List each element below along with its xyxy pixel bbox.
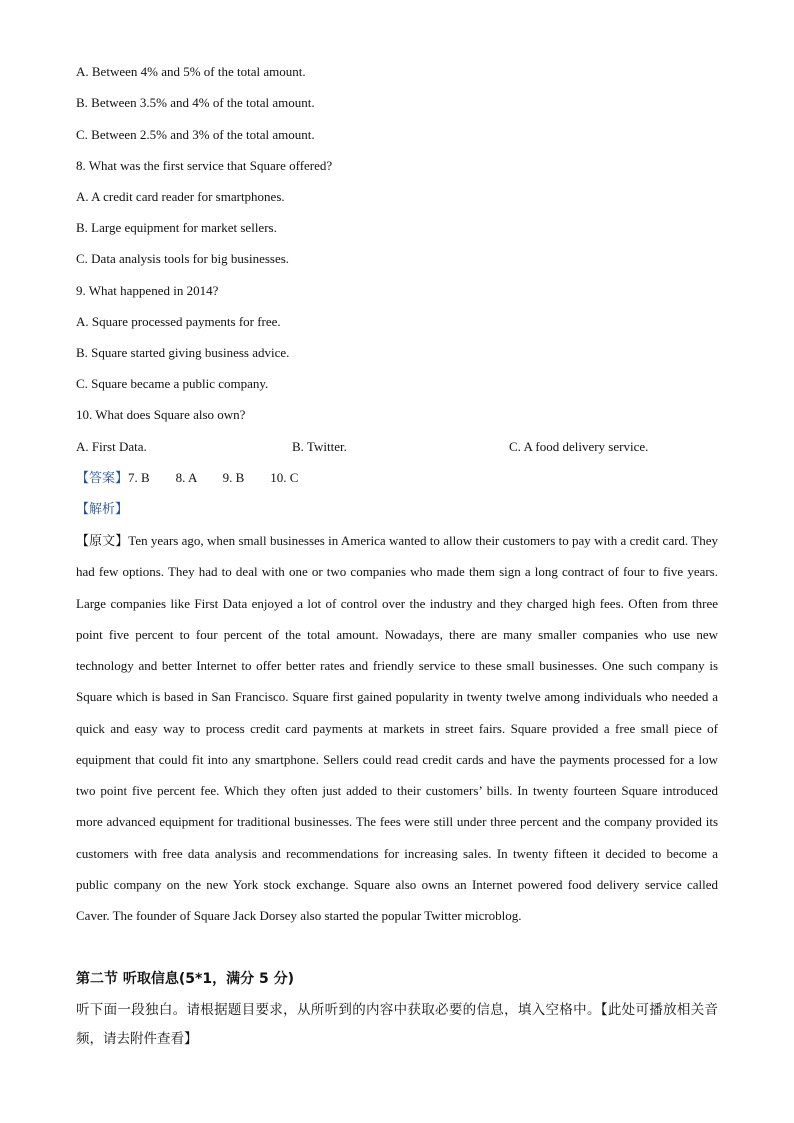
q10-option-c: C. A food delivery service. [509, 439, 649, 454]
q10-question: 10. What does Square also own? [76, 407, 246, 422]
transcript-label: 【原文】 [76, 533, 129, 548]
q10-option-a: A. First Data. [76, 439, 147, 454]
transcript-paragraph [76, 525, 718, 931]
q10-option-b: B. Twitter. [292, 439, 347, 454]
q8-question: 8. What was the first service that Square offered? [76, 158, 333, 173]
transcript-text: Ten years ago, when small businesses in America wanted to allow their customers to pay with a credit card. They had few options. They had to deal with one or two companies who made them sign a long contract of four to five years. Large companies like First Data enjoyed a lot of control over the industry and they charged high fees. Often from three point five percent to four percent of the total amount. Nowadays, there are many smaller companies who use new technology and better Internet to offer better rates and friendly service to these small businesses. One such company is Square which is based in San Francisco. Square first gained popularity in twenty twelve among individuals who needed a quick and easy way to process credit card payments at markets in street fairs. Square provided a free small piece of equipment that could fit into any smartphone. Sellers could read credit cards and have the payments processed for a low two point five percent fee. Which they often just added to their customers’ bills. In twenty fourteen Square introduced more advanced equipment for traditional businesses. The fees were still under three percent and the company provided its customers with free data analysis and recommendations for increasing sales. In twenty fifteen it decided to become a public company on the new York stock exchange. Square also owns an Internet powered food delivery service called Caver. The founder of Square Jack Dorsey also started the popular Twitter microblog. [76, 533, 718, 923]
section-heading: 第二节 听取信息(5*1，满分 5 分) [76, 971, 294, 987]
q9-question: 9. What happened in 2014? [76, 283, 219, 298]
q8-option-a: A. A credit card reader for smartphones. [76, 189, 285, 204]
q7-option-c: C. Between 2.5% and 3% of the total amount. [76, 127, 315, 142]
q7-option-b: B. Between 3.5% and 4% of the total amount. [76, 95, 315, 110]
q9-option-a: A. Square processed payments for free. [76, 314, 281, 329]
q8-option-b: B. Large equipment for market sellers. [76, 220, 277, 235]
q7-option-a: A. Between 4% and 5% of the total amount. [76, 64, 306, 79]
analysis-row [76, 501, 128, 517]
q9-option-b: B. Square started giving business advice. [76, 345, 290, 360]
answer-values: 7. B 8. A 9. B 10. C [128, 470, 299, 485]
q9-option-c: C. Square became a public company. [76, 376, 269, 391]
answer-label: 【答案】 [76, 470, 129, 485]
section-instruction: 听下面一段独白。请根据题目要求，从所听到的内容中获取必要的信息，填入空格中。【此处可播放相关音频，请去附件查看】 [76, 1002, 718, 1047]
analysis-label: 【解析】 [76, 501, 129, 516]
answer-row [76, 470, 298, 486]
q8-option-c: C. Data analysis tools for big businesses. [76, 251, 290, 266]
